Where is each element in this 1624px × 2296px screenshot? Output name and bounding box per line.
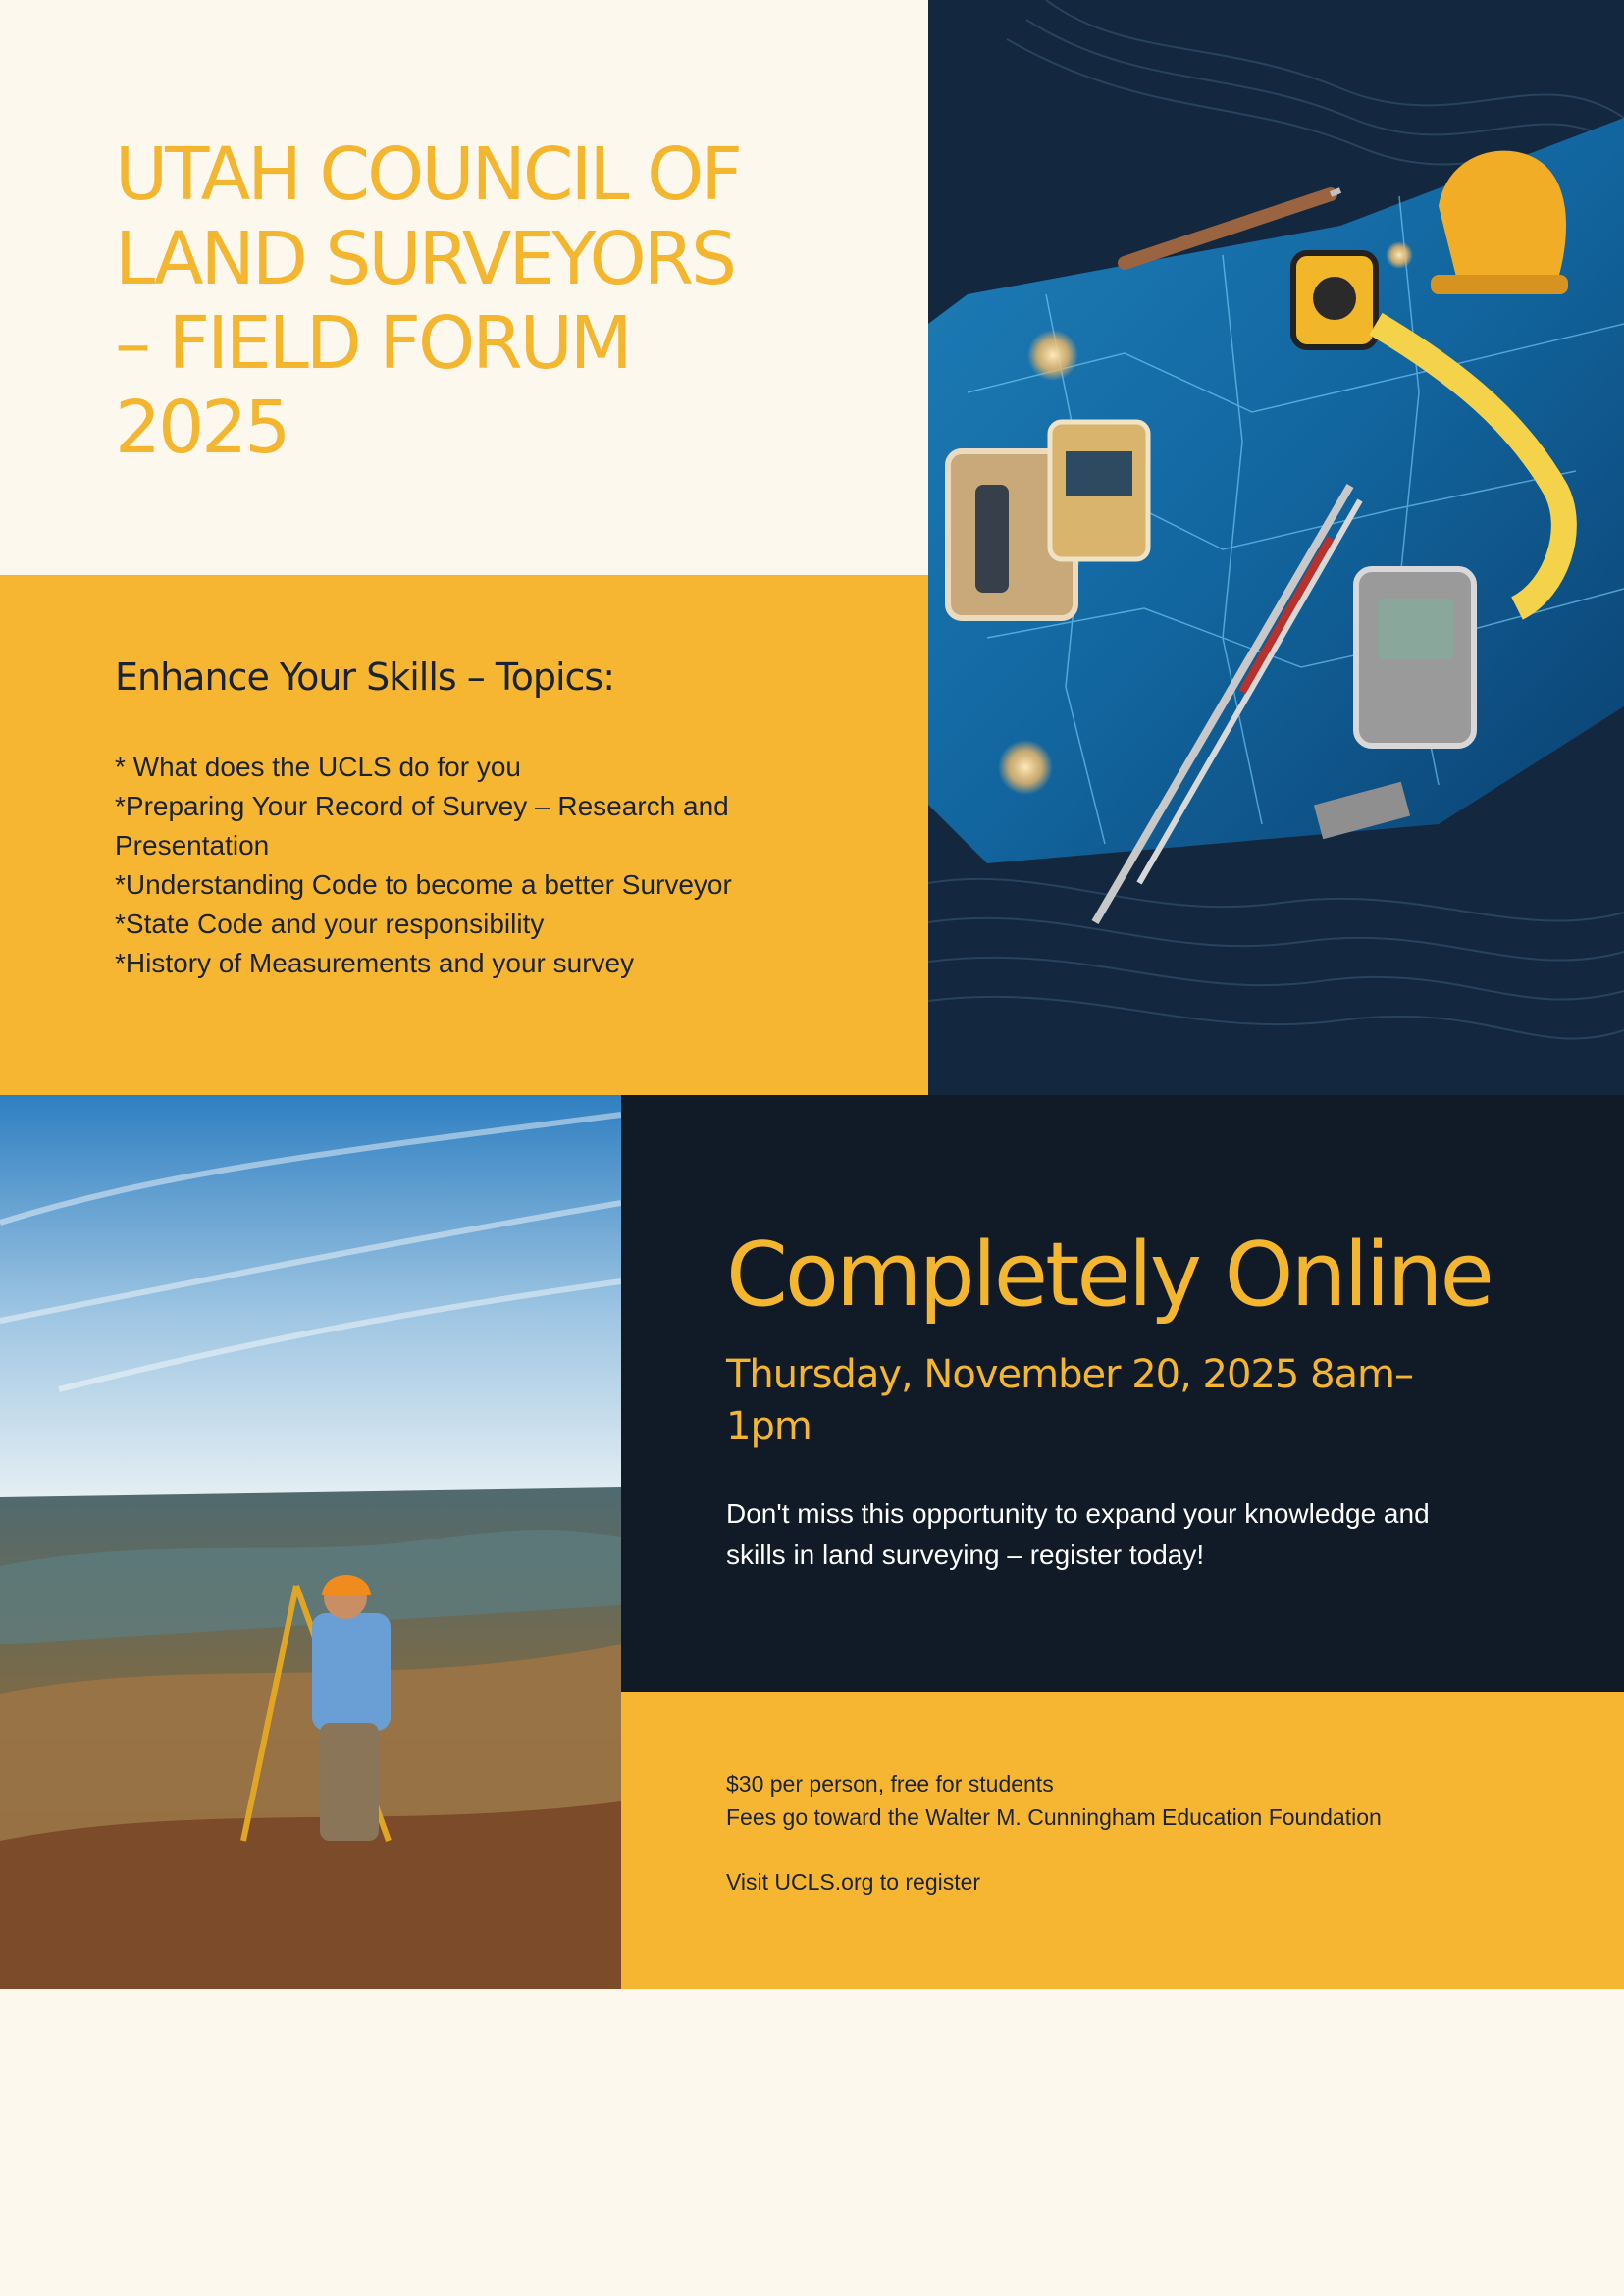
- register-text: Visit UCLS.org to register: [726, 1869, 981, 1895]
- event-date-line: Thursday, November 20, 2025 8am–: [726, 1352, 1413, 1397]
- foundation-text: Fees go toward the Walter M. Cunningham Education Foundation: [726, 1804, 1382, 1830]
- survey-tools-image: [928, 0, 1624, 1095]
- topic-item: *History of Measurements and your survey: [115, 948, 635, 978]
- event-blurb-line: Don't miss this opportunity to expand your knowledge and: [726, 1498, 1430, 1529]
- title-line: 2025: [115, 386, 288, 470]
- event-date: [726, 1349, 1550, 1453]
- topic-item: * What does the UCLS do for you: [115, 752, 521, 782]
- fees-section: [621, 1692, 1624, 1989]
- topics-heading: Enhance Your Skills – Topics:: [115, 655, 615, 699]
- field-surveyor-image: [0, 1095, 621, 1989]
- topic-item: Presentation: [115, 830, 270, 861]
- event-date-line: 1pm: [726, 1404, 812, 1449]
- online-heading: Completely Online: [726, 1224, 1492, 1327]
- field-surveyor-illustration: [0, 1095, 621, 1989]
- title-line: UTAH COUNCIL OF: [115, 132, 740, 217]
- event-blurb-line: skills in land surveying – register today!: [726, 1539, 1205, 1570]
- page-title: [115, 132, 880, 470]
- topic-item: *State Code and your responsibility: [115, 909, 545, 939]
- title-line: LAND SURVEYORS: [115, 217, 735, 301]
- topic-item: *Preparing Your Record of Survey – Research and: [115, 791, 729, 821]
- topic-item: *Understanding Code to become a better Surveyor: [115, 869, 732, 900]
- title-line: – FIELD FORUM: [115, 301, 630, 386]
- event-blurb: [726, 1493, 1570, 1576]
- price-text: $30 per person, free for students: [726, 1771, 1054, 1797]
- topics-list: [115, 748, 900, 983]
- survey-tools-illustration: [928, 0, 1624, 1095]
